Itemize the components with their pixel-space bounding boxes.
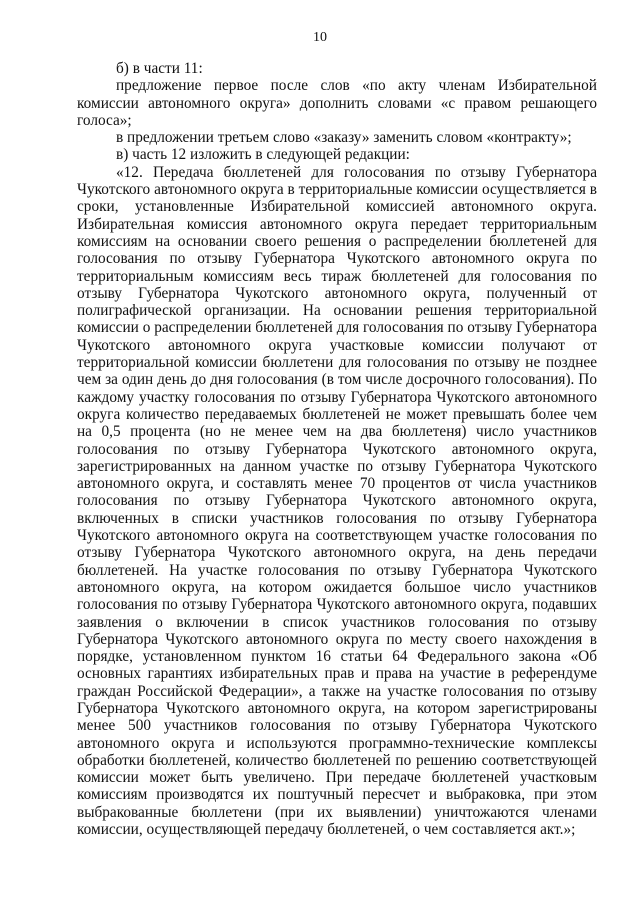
document-body [77,60,597,838]
paragraph-first-sentence-amendment: предложение первое после слов «по акту членам Избирательной комиссии автономного округа» дополнить словами «с правом решающего голоса»; [77,77,597,129]
paragraph-subpoint-v: в) часть 12 изложить в следующей редакции: [116,146,410,164]
paragraph-third-sentence-amendment: в предложении третьем слово «заказу» заменить словом «контракту»; [116,129,572,147]
paragraph-subpoint-b: б) в части 11: [116,60,203,77]
page-number: 10 [313,30,327,45]
paragraph-part-12-text: «12. Передача бюллетеней для голосования по отзыву Губернатора Чукотского автономного округа в территориальные комиссии осуществляется в сроки, установленные Избирательной комиссией автономного округа. Избирательная комиссия автономного округа передает территориальным комиссиям на основании своего решения о распределении бюллетеней для голосования по отзыву Губернатора Чукотского автономного округа по территориальным комиссиям весь тираж бюллетеней для голосования по отзыву Губернатора Чукотского автономного округа, полученный от полиграфической организации. На основании решения территориальной комиссии о распределении бюллетеней для голосования по отзыву Губернатора Чукотского автономного округа участковые комиссии получают от территориальной комиссии бюллетени для голосования по отзыву не позднее чем за один день до дня голосования (в том числе досрочного голосования). По каждому участку голосования по отзыву Губернатора Чукотского автономного округа количество передаваемых бюллетеней не может превышать более чем на 0,5 процента (но не менее чем на два бюллетеня) число участников голосования по отзыву Губернатора Чукотского автономного округа, зарегистрированных на данном участке по отзыву Губернатора Чукотского автономного округа, и составлять менее 70 процентов от числа участников голосования по отзыву Губернатора Чукотского автономного округа, включенных в списки участников голосования по отзыву Губернатора Чукотского автономного округа на соответствующем участке голосования по отзыву Губернатора Чукотского автономного округа, на день передачи бюллетеней. На участке голосования по отзыву Губернатора Чукотского автономного округа, на котором ожидается большое число участников голосования по отзыву Губернатора Чукотского автономного округа, подавших заявления о включении в список участников голосования по отзыву Губернатора Чукотского автономного округа по месту своего нахождения в порядке, установленном пунктом 16 статьи 64 Федерального закона «Об основных гарантиях избирательных прав и права на участие в референдуме граждан Российской Федерации», а также на участке голосования по отзыву Губернатора Чукотского автономного округа, на котором зарегистрированы менее 500 участников голосования по отзыву Губернатора Чукотского автономного округа и используются программно-технические комплексы обработки бюллетеней, количество бюллетеней по решению соответствующей комиссии может быть увеличено. При передаче бюллетеней участковым комиссиям производятся их поштучный пересчет и выбраковка, при этом выбракованные бюллетени (при их выявлении) уничтожаются членами комиссии, осуществляющей передачу бюллетеней, о чем составляется акт.»; [77,163,597,839]
